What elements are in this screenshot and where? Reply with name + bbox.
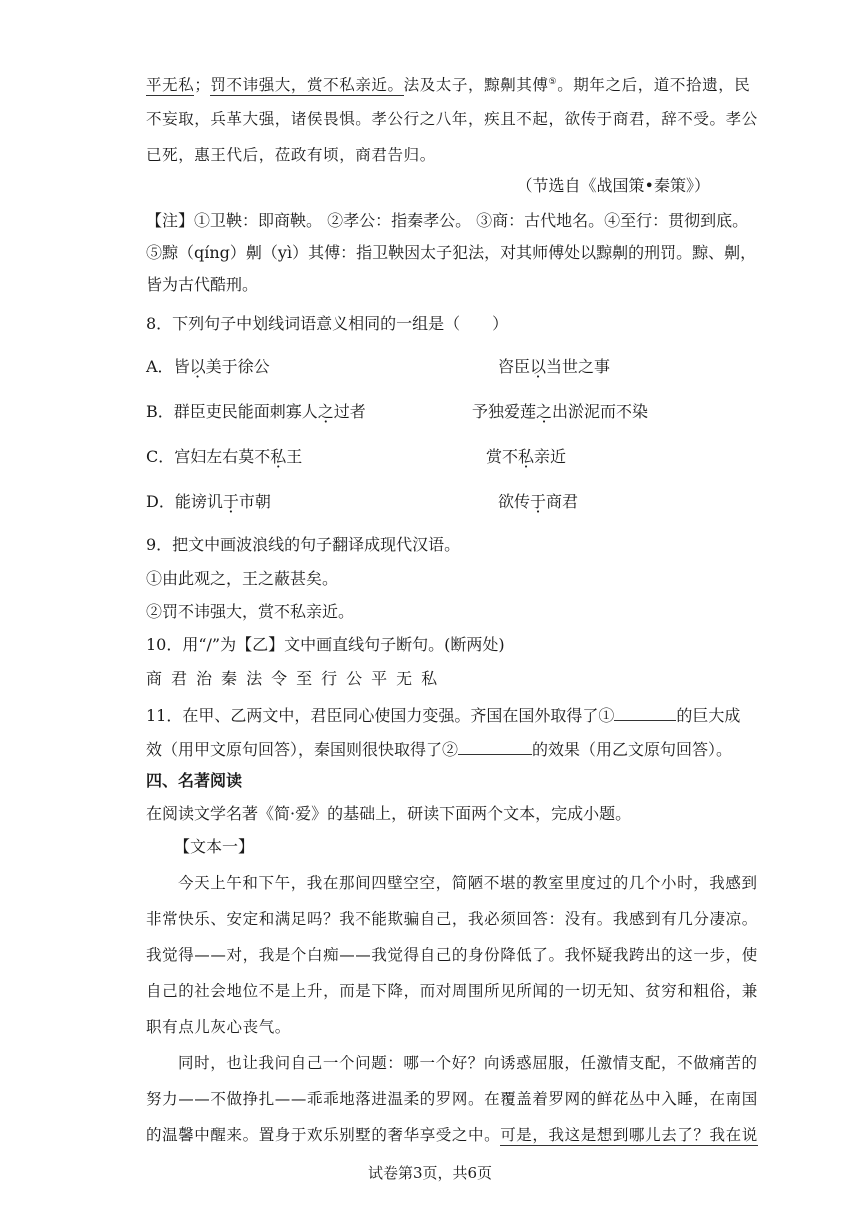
text-one-line-4: 自己的社会地位不是上升，而是下降，而对周围所见所闻的一切无知、贫穷和粗俗，兼 — [146, 982, 758, 1000]
question-9-sentence-2: ②罚不讳强大，赏不私亲近。 — [146, 602, 355, 621]
punctuation: ； — [194, 76, 211, 95]
option-text: 皆 — [173, 357, 190, 376]
text-one-line-1: 今天上午和下午，我在那间四壁空空，简陋不堪的教室里度过的几个小时，我感到 — [178, 874, 758, 892]
text-one-line-5: 职有点儿灰心丧气。 — [146, 1018, 291, 1036]
option-text: 咨臣 — [498, 357, 531, 376]
option-text: 能谤讥 — [174, 492, 223, 511]
q8-option-d-second — [498, 491, 578, 513]
option-text: 宫妇左右莫不 — [174, 447, 271, 466]
option-text: 王 — [286, 447, 303, 466]
question-text: 的效果（用乙文原句回答）。 — [532, 740, 733, 759]
option-text: 予独爱莲 — [472, 402, 537, 421]
dotted-word: 以 — [189, 357, 206, 376]
passage-line-3: 已死，惠王代后，莅政有顷，商君告归。 — [146, 146, 436, 164]
option-text: 赏不 — [486, 447, 519, 466]
text-one-line-3: 我觉得——对，我是个白痴——我觉得自己的身份降低了。我怀疑我跨出的这一步，使 — [146, 946, 758, 964]
option-text: 当世之事 — [546, 357, 611, 376]
passage-text: 的温馨中醒来。置身于欢乐别墅的奢华享受之中。 — [146, 1126, 501, 1144]
question-10-stem: 10．用“/”为【乙】文中画直线句子断句。(断两处) — [146, 635, 505, 654]
dotted-word: 以 — [530, 357, 547, 376]
passage-line-1 — [146, 71, 750, 96]
answer-blank-1[interactable] — [614, 704, 676, 721]
dotted-word: 私 — [518, 447, 535, 466]
q8-option-b[interactable] — [146, 401, 366, 423]
passage-text: 。期年之后，道不拾遗，民 — [557, 76, 751, 95]
char: 无 — [396, 669, 413, 688]
section-heading: 四、名著阅读 — [146, 771, 243, 790]
option-text: 商君 — [546, 492, 579, 511]
question-text: 11．在甲、乙两文中，君臣同心使国力变强。齐国在国外取得了① — [146, 706, 615, 725]
question-8-stem: 8．下列句子中划线词语意义相同的一组是（ ） — [146, 314, 509, 333]
footnote-mark: ⑤ — [548, 77, 558, 87]
q8-option-a-second — [498, 356, 610, 378]
option-label: C． — [146, 447, 175, 466]
notes-line-2: ⑤黥（qíng）劓（yì）其傅：指卫鞅因太子犯法，对其师傅处以黥劓的刑罚。黥、劓， — [146, 243, 757, 262]
section-intro: 在阅读文学名著《简·爱》的基础上，研读下面两个文本，完成小题。 — [146, 804, 632, 823]
char: 治 — [196, 669, 213, 688]
text-one-line-8 — [146, 1124, 758, 1146]
char: 行 — [321, 669, 338, 688]
char: 商 — [146, 669, 163, 688]
passage-line-2: 不妄取，兵革大强，诸侯畏惧。孝公行之八年，疾且不起，欲传于商君，辞不受。孝公 — [146, 110, 758, 128]
option-label: D． — [146, 492, 175, 511]
passage-source: （节选自《战国策•秦策》） — [516, 176, 710, 195]
char: 君 — [171, 669, 188, 688]
dotted-word: 于 — [222, 492, 239, 511]
question-text: 效（用甲文原句回答），秦国则很快取得了② — [146, 740, 459, 759]
char: 私 — [421, 669, 438, 688]
char: 平 — [371, 669, 388, 688]
dotted-word: 之 — [536, 402, 553, 421]
q8-option-a[interactable] — [146, 356, 270, 378]
char: 公 — [346, 669, 363, 688]
answer-blank-2[interactable] — [458, 738, 532, 755]
text-one-label: 【文本一】 — [174, 837, 255, 856]
straight-underlined-sentence: 平无私 — [146, 76, 195, 95]
char: 秦 — [221, 669, 238, 688]
underlined-sentence: 可是，我这是想到哪儿去了？我在说 — [500, 1126, 758, 1144]
q8-option-c-second — [486, 446, 566, 468]
option-text: 美于徐公 — [205, 357, 270, 376]
q8-option-d[interactable] — [146, 491, 271, 513]
option-text: 欲传 — [498, 492, 531, 511]
char: 令 — [271, 669, 288, 688]
option-label: A． — [146, 357, 174, 376]
question-11-line-2 — [146, 738, 732, 761]
char: 法 — [246, 669, 263, 688]
option-text: 过者 — [333, 402, 366, 421]
question-11-line-1 — [146, 704, 740, 727]
wavy-underlined-sentence: 罚不讳强大，赏不私亲近。 — [210, 76, 404, 95]
text-one-line-6: 同时，也让我问自己一个问题：哪一个好？向诱惑屈服，任激情支配，不做痛苦的 — [178, 1054, 758, 1072]
text-one-line-2: 非常快乐、安定和满足吗？我不能欺骗自己，我必须回答：没有。我感到有几分凄凉。 — [146, 910, 758, 928]
dotted-word: 于 — [530, 492, 547, 511]
option-text: 出淤泥而不染 — [552, 402, 649, 421]
option-text: 群臣吏民能面刺寡人 — [173, 402, 318, 421]
question-9-stem: 9．把文中画波浪线的句子翻译成现代汉语。 — [146, 535, 461, 554]
question-9-sentence-1: ①由此观之，王之蔽甚矣。 — [146, 569, 339, 588]
char: 至 — [296, 669, 313, 688]
question-text: 的巨大成 — [676, 706, 741, 725]
passage-text: 法及太子，黥劓其傅 — [403, 76, 549, 95]
notes-line-3: 皆为古代酷刑。 — [146, 275, 259, 294]
text-one-line-7: 努力——不做挣扎——乖乖地落进温柔的罗网。在覆盖着罗网的鲜花丛中入睡，在南国 — [146, 1090, 758, 1108]
q8-option-b-second — [472, 401, 648, 423]
question-10-sentence — [146, 668, 446, 690]
option-text: 市朝 — [238, 492, 271, 511]
option-text: 亲近 — [534, 447, 567, 466]
dotted-word: 之 — [317, 402, 334, 421]
notes-line-1: 【注】①卫鞅：即商鞅。 ②孝公：指秦孝公。 ③商：古代地名。④至行：贯彻到底。 — [146, 211, 749, 230]
option-label: B． — [146, 402, 174, 421]
dotted-word: 私 — [270, 447, 287, 466]
q8-option-c[interactable] — [146, 446, 302, 468]
page-footer: 试卷第3页，共6页 — [367, 1164, 493, 1182]
